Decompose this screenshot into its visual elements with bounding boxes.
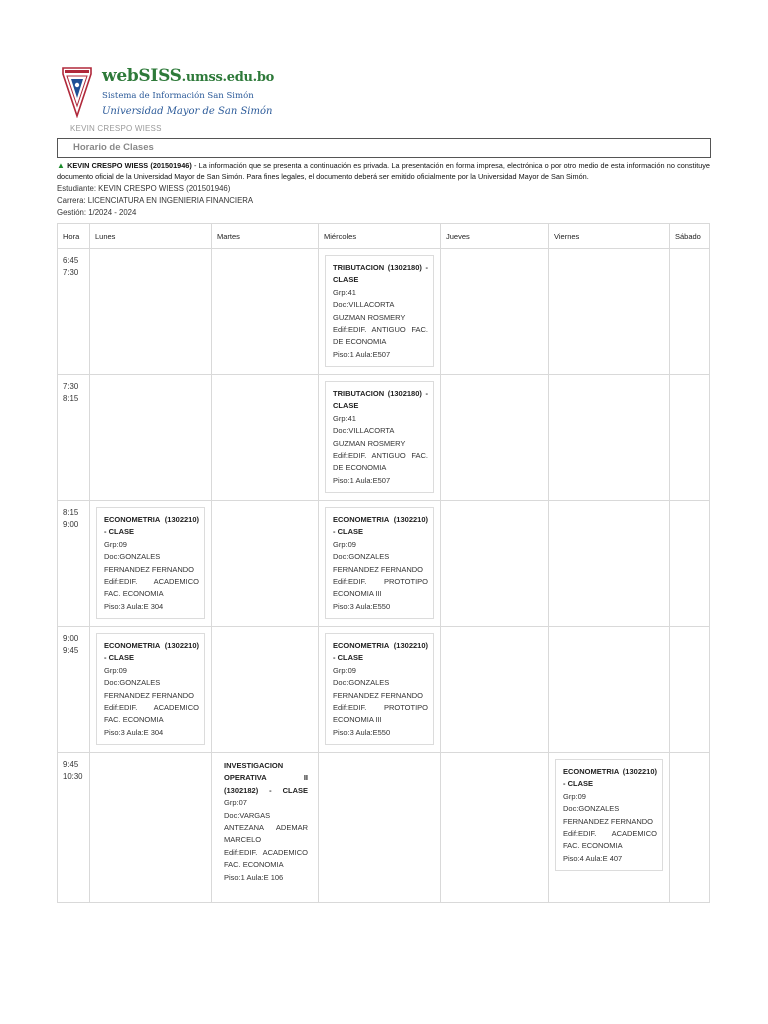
- privacy-notice: [57, 160, 710, 183]
- empty-cell: [670, 501, 710, 627]
- table-row: [58, 501, 710, 627]
- empty-cell: [549, 501, 670, 627]
- column-header: Lunes: [90, 224, 212, 249]
- class-card[interactable]: INVESTIGACION OPERATIVA II (1302182) - CLASE Grp:07 Doc:VARGAS ANTEZANA ADEMAR MARCELO Edif:EDIF. ACADEMICO FAC. ECONOMIA Piso:1 Aula:E 106: [224, 761, 308, 882]
- class-cell: [90, 627, 212, 753]
- table-row: [58, 753, 710, 903]
- class-cell: [319, 375, 441, 501]
- column-header: Miércoles: [319, 224, 441, 249]
- class-cell: [212, 753, 319, 903]
- career-line: Carrera: LICENCIATURA EN INGENIERIA FINANCIERA: [57, 196, 254, 205]
- table-row: [58, 375, 710, 501]
- empty-cell: [212, 501, 319, 627]
- empty-cell: [441, 627, 549, 753]
- brand-title: webSISS.umss.edu.bo: [102, 66, 275, 86]
- brand-block: [102, 66, 274, 119]
- student-line: Estudiante: KEVIN CRESPO WIESS (201501946): [57, 184, 231, 193]
- time-cell: 7:30 8:15: [58, 375, 90, 501]
- section-title: Horario de Clases: [73, 142, 154, 153]
- empty-cell: [549, 249, 670, 375]
- table-row: [58, 627, 710, 753]
- notice-student: KEVIN CRESPO WIESS (201501946): [67, 161, 192, 170]
- time-cell: 9:00 9:45: [58, 627, 90, 753]
- empty-cell: [670, 249, 710, 375]
- column-header: Viernes: [549, 224, 670, 249]
- empty-cell: [549, 375, 670, 501]
- time-cell: 6:45 7:30: [58, 249, 90, 375]
- notice-text: - La información que se presenta a continuación es privada. La presentación en forma impresa, electrónica o por otro medio de esta información no constituye documento oficial de la Universidad Mayor de San Simón. Para fines legales, el documento deberá ser emitido oficialmente por la Universidad Mayor de San Simón.: [57, 161, 710, 182]
- empty-cell: [670, 753, 710, 903]
- empty-cell: [90, 375, 212, 501]
- empty-cell: [212, 249, 319, 375]
- time-cell: 8:15 9:00: [58, 501, 90, 627]
- column-header: Hora: [58, 224, 90, 249]
- class-cell: [319, 627, 441, 753]
- class-cell: [549, 753, 670, 903]
- brand-subtitle: Sistema de Información San Simón: [102, 91, 254, 101]
- empty-cell: [441, 753, 549, 903]
- class-cell: [319, 249, 441, 375]
- umss-crest-logo: [62, 66, 92, 118]
- class-card[interactable]: ECONOMETRIA (1302210) - CLASE Grp:09 Doc:GONZALES FERNANDEZ FERNANDO Edif:EDIF. ACADEMICO FAC. ECONOMIA Piso:4 Aula:E 407: [555, 759, 663, 871]
- logged-user-name: KEVIN CRESPO WIESS: [70, 124, 162, 133]
- class-card[interactable]: ECONOMETRIA (1302210) - CLASE Grp:09 Doc:GONZALES FERNANDEZ FERNANDO Edif:EDIF. PROTOTIPO ECONOMIA III Piso:3 Aula:E550: [325, 507, 434, 619]
- column-header: Jueves: [441, 224, 549, 249]
- schedule-table: [57, 223, 710, 903]
- site-header: [62, 66, 275, 122]
- class-card[interactable]: TRIBUTACION (1302180) - CLASE Grp:41 Doc:VILLACORTA GUZMAN ROSMERY Edif:EDIF. ANTIGUO FAC. DE ECONOMIA Piso:1 Aula:E507: [325, 255, 434, 367]
- term-line: Gestión: 1/2024 - 2024: [57, 208, 137, 217]
- class-cell: [319, 501, 441, 627]
- class-card[interactable]: ECONOMETRIA (1302210) - CLASE Grp:09 Doc:GONZALES FERNANDEZ FERNANDO Edif:EDIF. PROTOTIPO ECONOMIA III Piso:3 Aula:E550: [325, 633, 434, 745]
- class-card[interactable]: ECONOMETRIA (1302210) - CLASE Grp:09 Doc:GONZALES FERNANDEZ FERNANDO Edif:EDIF. ACADEMICO FAC. ECONOMIA Piso:3 Aula:E 304: [96, 633, 205, 745]
- empty-cell: [441, 249, 549, 375]
- empty-cell: [319, 753, 441, 903]
- warning-icon: ▲: [57, 161, 66, 170]
- brand-university: Universidad Mayor de San Simón: [102, 106, 273, 117]
- table-row: [58, 249, 710, 375]
- time-cell: 9:45 10:30: [58, 753, 90, 903]
- empty-cell: [90, 249, 212, 375]
- column-header: Martes: [212, 224, 319, 249]
- table-header-row: [58, 224, 710, 249]
- empty-cell: [441, 375, 549, 501]
- empty-cell: [670, 375, 710, 501]
- class-card[interactable]: ECONOMETRIA (1302210) - CLASE Grp:09 Doc:GONZALES FERNANDEZ FERNANDO Edif:EDIF. ACADEMICO FAC. ECONOMIA Piso:3 Aula:E 304: [96, 507, 205, 619]
- class-card[interactable]: TRIBUTACION (1302180) - CLASE Grp:41 Doc:VILLACORTA GUZMAN ROSMERY Edif:EDIF. ANTIGUO FAC. DE ECONOMIA Piso:1 Aula:E507: [325, 381, 434, 493]
- empty-cell: [549, 627, 670, 753]
- empty-cell: [670, 627, 710, 753]
- empty-cell: [212, 627, 319, 753]
- section-title-box: [57, 138, 711, 158]
- column-header: Sábado: [670, 224, 710, 249]
- class-cell: [90, 501, 212, 627]
- empty-cell: [441, 501, 549, 627]
- empty-cell: [90, 753, 212, 903]
- empty-cell: [212, 375, 319, 501]
